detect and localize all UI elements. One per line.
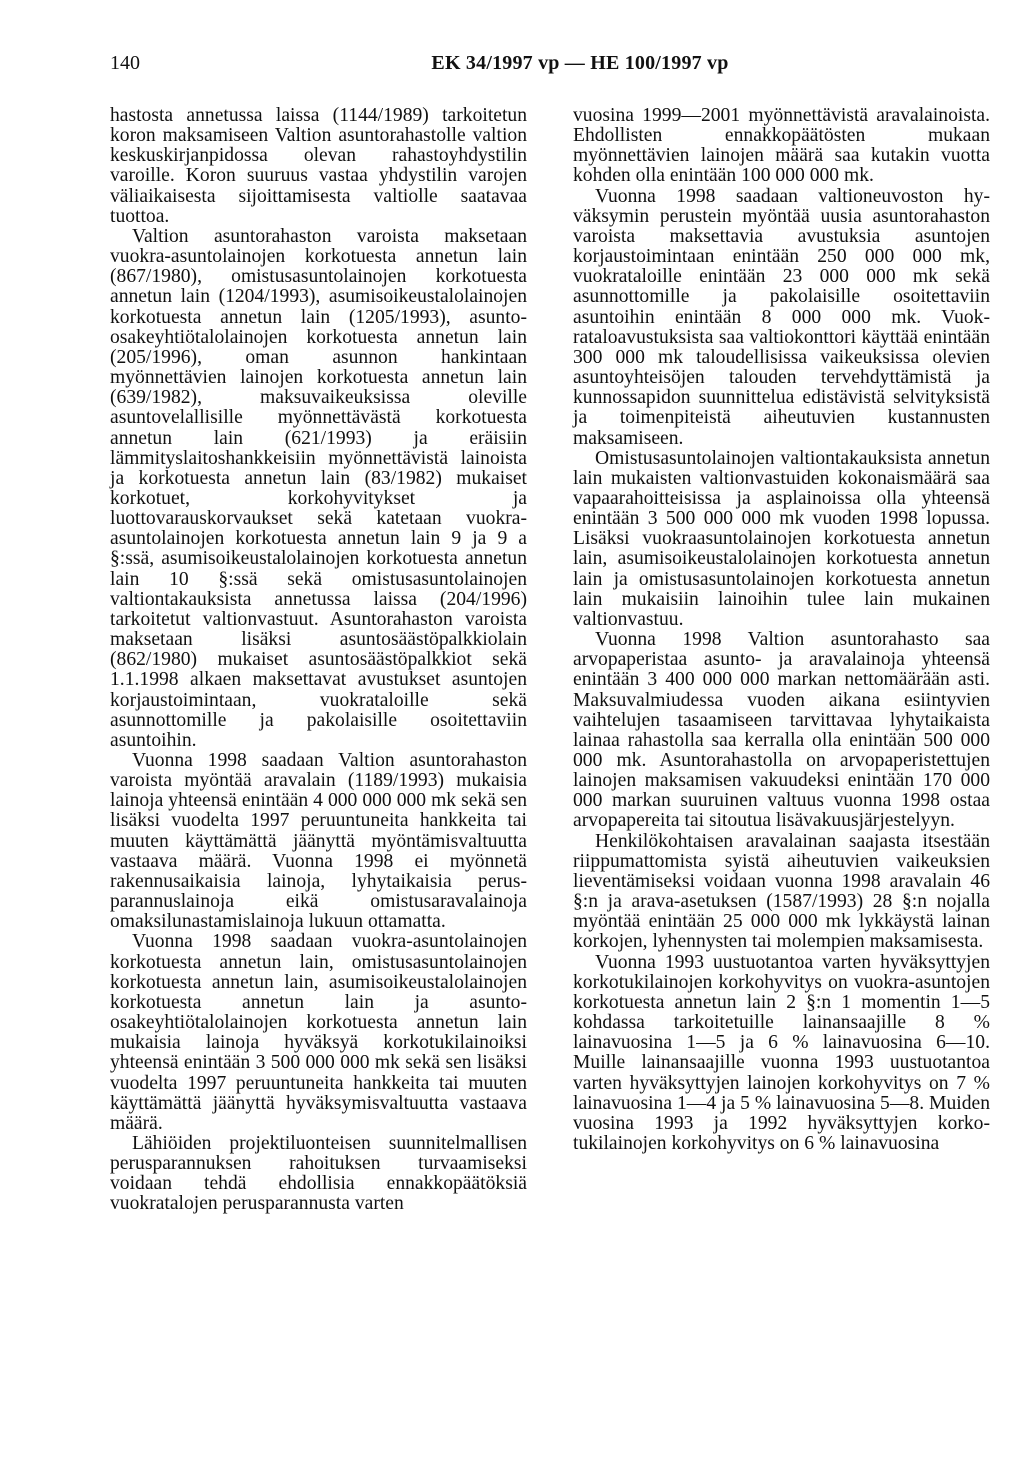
paragraph: Vuonna 1998 saadaan vuokra-asuntolainojen korkotuesta annetun lain, omistusasuntolainojen korkotuesta annetun lain, asumisoikeustalolainojen korkotuesta annetun lain ja asunto-osakeyhtiötalolainojen korkotuesta annetun lain mukaisia lainoja hyväksyä korkotukilainoiksi yhteensä enintään 3 500 000 000 mk sekä sen lisäksi vuodelta 1997 peruuntuneita hankkeita tai muuten käyttämättä jäänyttä hyväksymisvaltuutta vastaava määrä.: [110, 931, 527, 1134]
paragraph: Vuonna 1998 Valtion asuntorahasto saa arvopaperistaa asunto- ja aravalainoja yhteensä enintään 3 400 000 000 markan nettomäärään asti. Maksuvalmiudessa vuoden aikana esiintyvien vaihtelujen tasaamiseen tarvittavaa lyhytaikaista lainaa rahastolla saa kerralla olla enintään 500 000 000 mk. Asuntorahastolla on arvopaperistettujen lainojen maksamisen vakuudeksi enintään 170 000 000 markan suuruinen valtuus vuonna 1998 ostaa arvopapereita tai sitoutua lisävakuusjärjestelyyn.: [573, 629, 990, 832]
paragraph: Valtion asuntorahaston varoista maksetaan vuokra-asuntolainojen korkotuesta annetun lain (867/1980), omistusasuntolainojen korkotuesta annetun lain (1204/1993), asumisoikeustalolainojen korkotuesta annetun lain (1205/1993), asunto-osakeyhtiötalolainojen korkotuesta annetun lain (205/1996), oman asunnon hankintaan myönnettävien lainojen korkotuesta annetun lain (639/1982), maksuvaikeuksissa oleville asuntovelallisille myönnettävästä korkotuesta annetun lain (621/1993) ja eräisiin lämmityslaitoshankkeisiin myönnettävistä lainoista ja korkotuesta annetun lain (83/1982) mukaiset korkotuet, korkohyvitykset ja luottovarauskorvaukset sekä katetaan vuokra-asuntolainojen korkotuesta annetun lain 9 ja 9 a §:ssä, asumisoikeustalolainojen korkotuesta annetun lain 10 §:ssä sekä omistusasuntolainojen valtiontakauksista annetussa laissa (204/1996) tarkoitetut valtionvastuut. Asuntorahaston varoista maksetaan lisäksi asuntosäästöpalkkiolain (862/1980) mukaiset asuntosäästöpalkkiot sekä 1.1.1998 alkaen maksettavat avustukset asuntojen korjaustoimintaan, vuokrataloille sekä asunnottomille ja pakolaisille osoitettaviin asuntoihin.: [110, 225, 527, 751]
left-column: [110, 106, 527, 1215]
paragraph: Lähiöiden projektiluonteisen suunnitelmallisen perusparannuksen rahoituksen turvaamiseksi voidaan tehdä ehdollisia ennakkopäätöksiä vuokratalojen perusparannusta varten: [110, 1132, 527, 1215]
paragraph: Henkilökohtaisen aravalainan saajasta itsestään riippumattomista syistä aiheutuvien vaikeuksien lieventämiseksi voidaan vuonna 1998 aravalain 46 §:n ja arava-asetuksen (1587/1993) 28 §:n nojalla myöntää enintään 25 000 000 mk lykkäystä lainan korkojen, lyhennysten tai molempien maksamisesta.: [573, 830, 990, 953]
paragraph: hastosta annetussa laissa (1144/1989) tarkoitetun koron maksamiseen Valtion asuntorahastolle valtion keskuskirjanpidossa olevan rahastoyhdystilin varoille. Koron suuruus vastaa yhdystilin varojen väliaikaisesta sijoittamisesta valtiolle saatavaa tuottoa.: [110, 105, 527, 227]
paragraph: vuosina 1999—2001 myönnettävistä aravalainoista. Ehdollisten ennakkopäätösten mukaan myönnettävien lainojen määrä saa kutakin vuotta kohden olla enintään 100 000 000 mk.: [573, 105, 990, 187]
page-number: 140: [110, 52, 140, 74]
paragraph: Vuonna 1998 saadaan valtioneuvoston hyväksymin perustein myöntää uusia asuntorahaston varoista maksettavia avustuksia asuntojen korjaustoimintaan enintään 250 000 000 mk, vuokrataloille enintään 23 000 000 mk sekä asunnottomille ja pakolaisille osoitettaviin asuntoihin enintään 8 000 000 mk. Vuokrataloavustuksista saa valtiokonttori käyttää enintään 300 000 mk taloudellisissa vaikeuksissa olevien asuntoyhteisöjen talouden tervehdyttämistä ja kunnossapidon suunnittelua edistävistä selvityksistä ja toimenpiteistä aiheutuvien kustannusten maksamiseen.: [573, 185, 990, 449]
paragraph: Vuonna 1998 saadaan Valtion asuntorahaston varoista myöntää aravalain (1189/1993) mukaisia lainoja yhteensä enintään 4 000 000 000 mk sekä sen lisäksi vuodelta 1997 peruuntuneita hankkeita tai muuten käyttämättä jäänyttä myöntämisvaltuutta vastaava määrä. Vuonna 1998 ei myönnetä rakennusaikaisia lainoja, lyhytaikaisia perusparannuslainoja eikä omistusaravalainoja omaksilunastamislainoja lukuun ottamatta.: [110, 750, 527, 933]
right-column: [573, 106, 990, 1154]
page-header: [110, 52, 990, 82]
paragraph: Omistusasuntolainojen valtiontakauksista annetun lain mukaisten valtionvastuiden kokonaismäärä saa vapaarahoitteisissa ja asplainoissa olla yhteensä enintään 3 500 000 000 mk vuoden 1998 lopussa. Lisäksi vuokraasuntolainojen korkotuesta annetun lain, asumisoikeustalolainojen korkotuesta annetun lain ja omistusasuntolainojen korkotuesta annetun lain mukaisiin lainoihin tulee lain mukainen valtionvastuu.: [573, 447, 990, 630]
paragraph: Vuonna 1993 uustuotantoa varten hyväksyttyjen korkotukilainojen korkohyvitys on vuokra-asuntojen korkotuesta annetun lain 2 §:n 1 momentin 1—5 kohdassa tarkoitetuille lainansaajille 8 % lainavuosina 1—5 ja 6 % lainavuosina 6—10. Muille lainansaajille vuonna 1993 uustuotantoa varten hyväksyttyjen lainojen korkohyvitys on 7 % lainavuosina 1—4 ja 5 % lainavuosina 5—8. Muiden vuosina 1993 ja 1992 hyväksyttyjen korkotukilainojen korkohyvitys on 6 % lainavuosina: [573, 951, 990, 1154]
running-title: EK 34/1997 vp — HE 100/1997 vp: [431, 52, 729, 74]
